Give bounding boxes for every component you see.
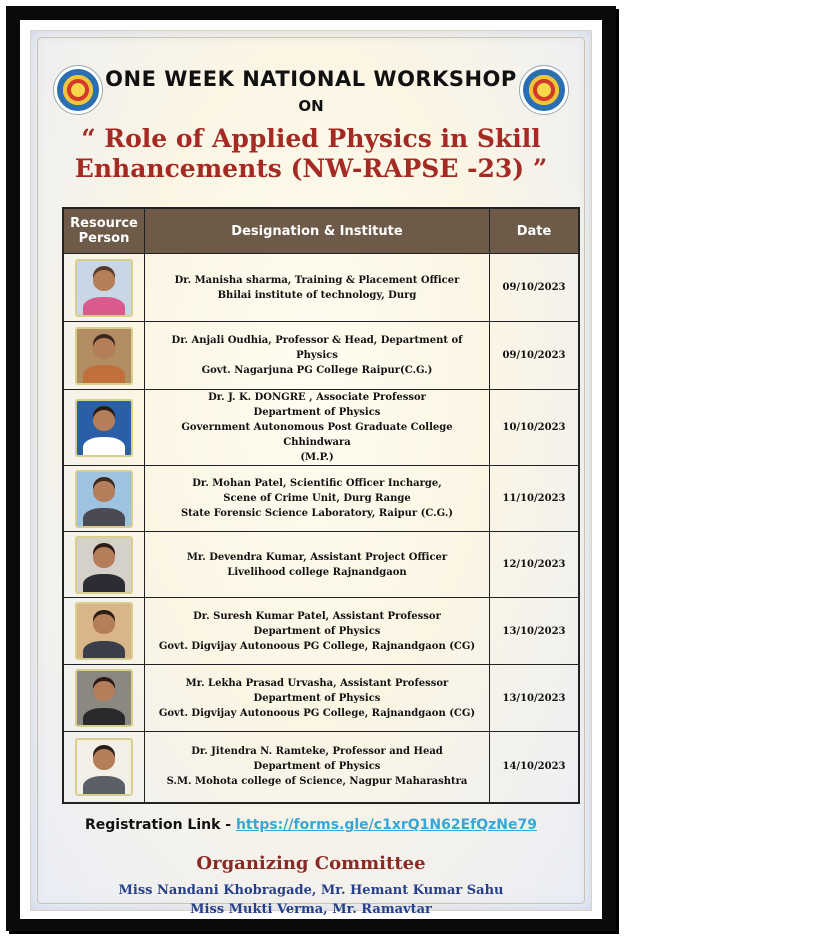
- person-photo: [75, 470, 133, 528]
- committee-line-1: Miss Nandani Khobragade, Mr. Hemant Kumar Sahu: [118, 883, 504, 898]
- designation-cell: [145, 390, 490, 466]
- registration-link[interactable]: https://forms.gle/c1xrQ1N62EfQzNe79: [235, 817, 537, 833]
- resource-person-photo-cell: [63, 322, 145, 390]
- designation-cell: [145, 322, 490, 390]
- designation-line: Department of Physics: [253, 625, 381, 637]
- table-row: [63, 732, 579, 803]
- committee-line-2: Miss Mukti Verma, Mr. Ramavtar: [190, 902, 432, 917]
- designation-cell: [145, 466, 490, 532]
- designation-line: Dr. Mohan Patel, Scientific Officer Incharge,: [192, 478, 442, 489]
- title-line-2: Enhancements (NW-RAPSE -23) ”: [74, 154, 548, 183]
- designation-cell: [145, 532, 490, 598]
- date-cell: 13/10/2023: [490, 598, 580, 665]
- designation-line: Dr. Anjali Oudhia, Professor & Head, Department of Physics: [171, 335, 463, 361]
- table-row: [63, 532, 579, 598]
- designation-line: Department of Physics: [253, 692, 381, 704]
- committee-names: [31, 881, 591, 919]
- table-header-row: [63, 208, 579, 254]
- designation-line: Dr. J. K. DONGRE , Associate Professor: [208, 392, 426, 403]
- designation-line: Dr. Manisha sharma, Training & Placement Officer: [174, 274, 460, 286]
- designation-line: (M.P.): [300, 452, 334, 463]
- resource-person-photo-cell: [63, 665, 145, 732]
- poster-card: [30, 30, 592, 917]
- workshop-heading: ONE WEEK NATIONAL WORKSHOP: [105, 67, 517, 91]
- workshop-title: [71, 124, 551, 184]
- poster-border: [20, 20, 602, 919]
- header-resource-person: Resource Person: [63, 208, 145, 254]
- table-row: [63, 665, 579, 732]
- designation-line: Bhilai institute of technology, Durg: [217, 289, 417, 301]
- designation-line: Department of Physics: [253, 407, 381, 418]
- registration-label: Registration Link -: [84, 817, 236, 833]
- header-date: Date: [490, 208, 580, 254]
- table-row: [63, 322, 579, 390]
- table-row: [63, 598, 579, 665]
- person-photo: [75, 536, 133, 594]
- designation-cell: [145, 665, 490, 732]
- header-designation: Designation & Institute: [145, 208, 490, 254]
- designation-line: Dr. Suresh Kumar Patel, Assistant Professor: [193, 610, 441, 622]
- person-photo: [75, 259, 133, 317]
- designation-line: Livelihood college Rajnandgaon: [227, 566, 407, 578]
- designation-line: Dr. Jitendra N. Ramteke, Professor and Head: [191, 746, 443, 758]
- registration-line: [31, 817, 591, 833]
- designation-line: Govt. Digvijay Autonoous PG College, Rajnandgaon (CG): [158, 707, 476, 719]
- workshop-on: ON: [298, 97, 324, 115]
- resource-person-photo-cell: [63, 598, 145, 665]
- designation-line: Mr. Devendra Kumar, Assistant Project Officer: [186, 551, 448, 563]
- person-photo: [75, 327, 133, 385]
- resource-person-photo-cell: [63, 466, 145, 532]
- date-cell: 13/10/2023: [490, 665, 580, 732]
- organizing-committee-heading: Organizing Committee: [196, 853, 426, 874]
- table-row: [63, 390, 579, 466]
- resource-person-table: [62, 207, 580, 804]
- person-photo: [75, 602, 133, 660]
- designation-line: Govt. Digvijay Autonoous PG College, Rajnandgaon (CG): [158, 640, 476, 652]
- date-cell: 09/10/2023: [490, 322, 580, 390]
- designation-line: Department of Physics: [253, 761, 381, 773]
- person-photo: [75, 738, 133, 796]
- resource-person-photo-cell: [63, 390, 145, 466]
- designation-cell: [145, 732, 490, 803]
- designation-line: Government Autonomous Post Graduate College Chhindwara: [181, 422, 453, 448]
- person-photo: [75, 669, 133, 727]
- designation-line: Scene of Crime Unit, Durg Range: [223, 493, 411, 504]
- table-row: [63, 466, 579, 532]
- designation-line: Mr. Lekha Prasad Urvasha, Assistant Professor: [185, 677, 449, 689]
- designation-line: Govt. Nagarjuna PG College Raipur(C.G.): [201, 365, 433, 376]
- table-row: [63, 254, 579, 322]
- designation-line: State Forensic Science Laboratory, Raipur (C.G.): [180, 508, 454, 519]
- person-photo: [75, 399, 133, 457]
- poster-frame: [6, 6, 616, 931]
- resource-person-photo-cell: [63, 532, 145, 598]
- date-cell: 14/10/2023: [490, 732, 580, 803]
- designation-line: S.M. Mohota college of Science, Nagpur Maharashtra: [166, 776, 468, 788]
- date-cell: 09/10/2023: [490, 254, 580, 322]
- resource-person-photo-cell: [63, 254, 145, 322]
- designation-cell: [145, 598, 490, 665]
- title-line-1: “ Role of Applied Physics in Skill: [81, 124, 541, 153]
- date-cell: 12/10/2023: [490, 532, 580, 598]
- resource-person-photo-cell: [63, 732, 145, 803]
- designation-cell: [145, 254, 490, 322]
- date-cell: 10/10/2023: [490, 390, 580, 466]
- date-cell: 11/10/2023: [490, 466, 580, 532]
